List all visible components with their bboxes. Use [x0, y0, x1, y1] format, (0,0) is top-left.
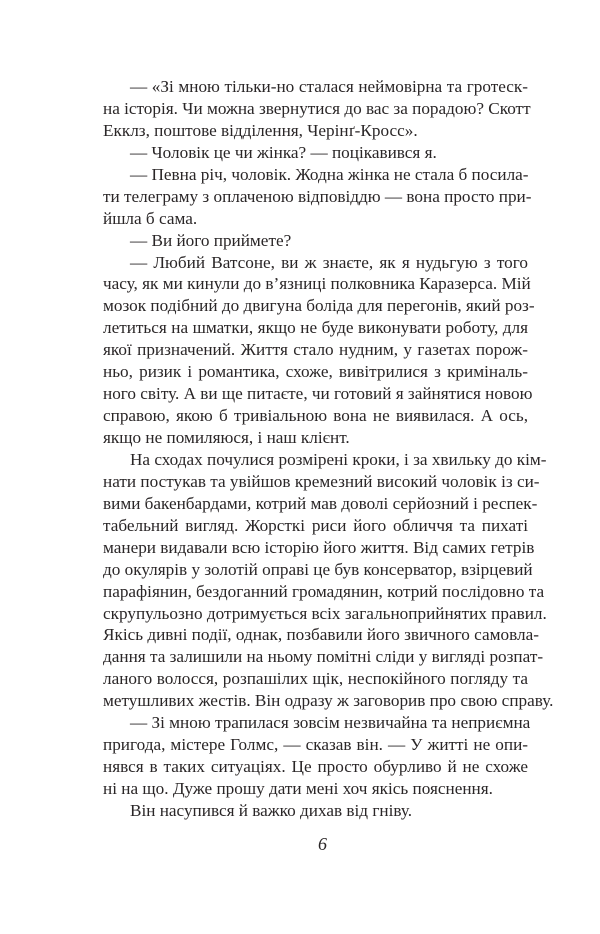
- text-line: — Зі мною трапилася зовсім незвичайна та неприємна: [130, 713, 531, 733]
- text-line: мозок подібний до двигуна боліда для перегонів, який роз-: [103, 296, 535, 316]
- paragraph: [103, 252, 535, 449]
- paragraph: [103, 230, 528, 252]
- text-line: — Ви його приймете?: [130, 230, 292, 250]
- text-line: — Чоловік це чи жінка? — поцікавився я.: [130, 142, 437, 162]
- paragraph: [103, 164, 532, 230]
- text-line: вими бакенбардами, котрий мав доволі серйозний і респек-: [103, 493, 538, 513]
- paragraph: [103, 800, 528, 822]
- text-line: нявся в таких ситуаціях. Це просто обурливо й не схоже: [103, 757, 528, 777]
- paragraph: [103, 449, 554, 712]
- text-line: парафіянин, бездоганний громадянин, котрий послідовно та: [103, 581, 545, 601]
- text-line: на історія. Чи можна звернутися до вас за порадою? Скотт: [103, 98, 531, 118]
- text-line: ні на що. Дуже прошу дати мені хоч якісь пояснення.: [103, 779, 493, 798]
- text-line: метушливих жестів. Він одразу ж заговорив про свою справу.: [103, 691, 554, 711]
- text-line: На сходах почулися розмірені кроки, і за хвильку до кім-: [130, 449, 547, 469]
- text-line: нати постукав та увійшов кремезний високий чоловік із си-: [103, 471, 540, 491]
- text-line: скрупульозно дотримується всіх загальноприйнятих правил.: [103, 603, 547, 623]
- text-line: ного світу. А ви ще питаєте, чи готовий я зайнятися новою: [103, 384, 533, 404]
- text-line: манери видавали всю історію його життя. Від самих гетрів: [103, 537, 535, 557]
- page-body-text: [103, 76, 554, 822]
- paragraph: [103, 76, 531, 142]
- text-line: ти телеграму з оплаченою відповіддю — вона просто при-: [103, 186, 532, 206]
- text-line: Якісь дивні події, однак, позбавили його звичного самовла-: [103, 625, 539, 645]
- text-line: Екклз, поштове відділення, Черінґ-Кросс».: [103, 120, 418, 140]
- text-line: — Певна річ, чоловік. Жодна жінка не стала б посила-: [130, 164, 529, 184]
- paragraph: [103, 142, 528, 164]
- text-line: до окулярів у золотій оправі це був консерватор, взірцевий: [103, 559, 533, 579]
- text-line: ньо, ризик і романтика, схоже, вивітрилися з криміналь-: [103, 362, 528, 382]
- text-line: летиться на шматки, якщо не буде виконувати роботу, для: [103, 318, 528, 338]
- paragraph: [103, 712, 531, 800]
- text-line: табельний вигляд. Жорсткі риси його обличчя та пихаті: [103, 515, 528, 535]
- text-line: йшла б сама.: [103, 208, 198, 228]
- text-line: пригода, містере Голмс, — сказав він. — У житті не опи-: [103, 735, 528, 755]
- text-line: Він насупився й важко дихав від гніву.: [130, 800, 413, 820]
- page-number: 6: [318, 834, 327, 854]
- text-line: справою, якою б тривіальною вона не виявилася. А ось,: [103, 406, 528, 426]
- text-line: якої призначений. Життя стало нудним, у газетах порож-: [103, 340, 528, 360]
- text-line: ланого волосся, розпашілих щік, неспокійного погляду та: [103, 669, 528, 689]
- text-line: часу, як ми кинули до в’язниці полковника Каразерса. Мій: [103, 274, 531, 294]
- text-line: — Любий Ватсоне, ви ж знаєте, як я нудьгую з того: [130, 252, 528, 272]
- text-line: дання та залишили на ньому помітні сліди у вигляді розпат-: [103, 647, 544, 667]
- text-line: якщо не помиляюся, і наш клієнт.: [103, 428, 350, 447]
- text-line: — «Зі мною тільки-но сталася неймовірна та гротеск-: [130, 77, 528, 96]
